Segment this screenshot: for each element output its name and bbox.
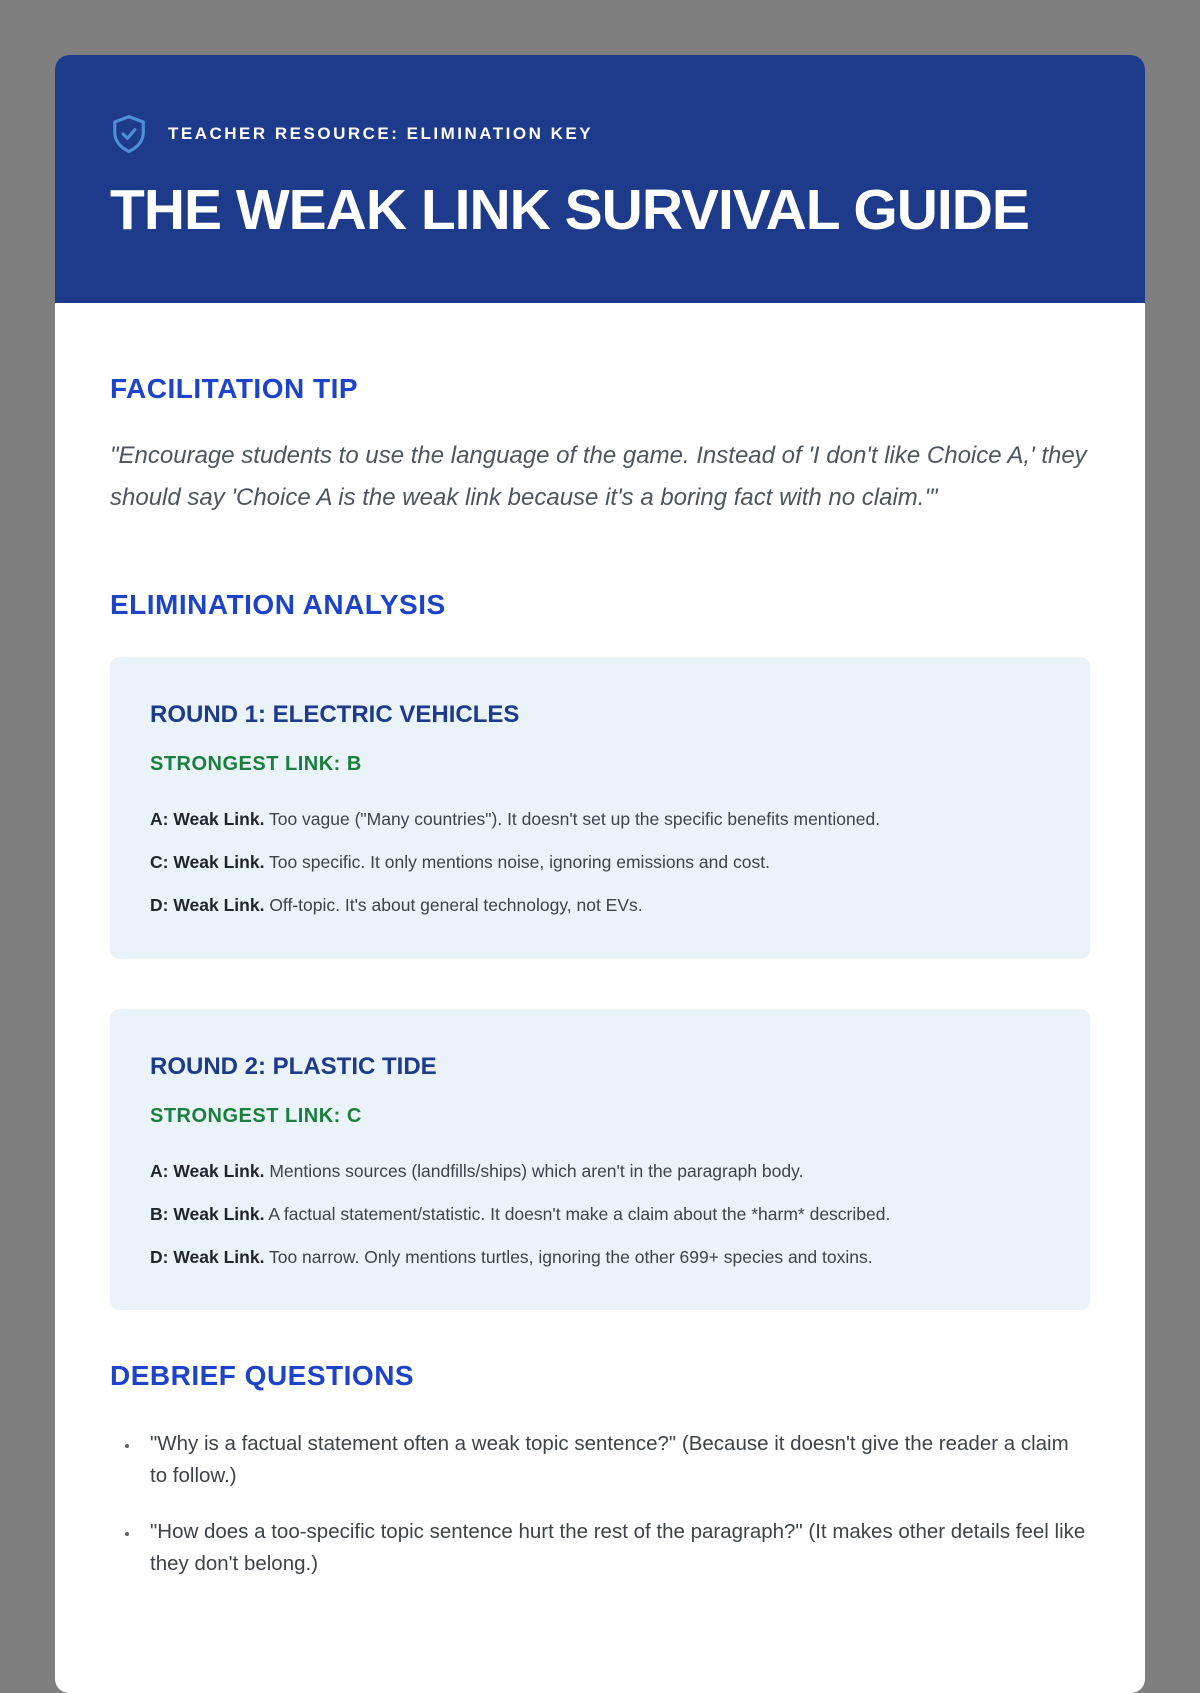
- round-2-title: ROUND 2: PLASTIC TIDE: [150, 1052, 437, 1080]
- weak-link-label: C: Weak Link.: [150, 852, 265, 873]
- round-2-strongest-link: STRONGEST LINK: C: [150, 1104, 362, 1127]
- weak-link-label: A: Weak Link.: [150, 808, 265, 829]
- debrief-list: [110, 1428, 1090, 1579]
- weak-link-label: B: Weak Link.: [150, 1203, 265, 1224]
- debrief-item: • "Why is a factual statement often a weak topic sentence?" (Because it doesn't give the reader a claim to follow.): [140, 1428, 1090, 1492]
- facilitation-tip-heading: FACILITATION TIP: [110, 372, 359, 404]
- weak-link-text: A factual statement/statistic. It doesn't make a claim about the *harm* described.: [268, 1203, 891, 1224]
- badge-row: [110, 113, 1090, 155]
- weak-link-text: Mentions sources (landfills/ships) which aren't in the paragraph body.: [269, 1160, 804, 1181]
- resource-card: [55, 55, 1145, 1693]
- debrief-item: • "How does a too-specific topic sentence hurt the rest of the paragraph?" (It makes other details feel like they don't belong.): [140, 1516, 1090, 1580]
- weak-link-item: [150, 1244, 1050, 1270]
- weak-link-item: [150, 806, 1050, 832]
- round-1-strongest-link: STRONGEST LINK: B: [150, 752, 362, 775]
- weak-link-text: Too narrow. Only mentions turtles, ignoring the other 699+ species and toxins.: [268, 1247, 873, 1268]
- shield-check-icon: [110, 113, 148, 155]
- weak-link-item: [150, 892, 1050, 918]
- resource-badge-label: TEACHER RESOURCE: ELIMINATION KEY: [168, 124, 594, 143]
- weak-link-text: Off-topic. It's about general technology, not EVs.: [269, 895, 643, 916]
- page-title: THE WEAK LINK SURVIVAL GUIDE: [110, 178, 1029, 242]
- round-card-2: [110, 1009, 1090, 1311]
- header-banner: [55, 55, 1145, 303]
- debrief-questions-heading: DEBRIEF QUESTIONS: [110, 1360, 415, 1392]
- weak-link-item: [150, 849, 1050, 875]
- weak-link-label: A: Weak Link.: [150, 1160, 265, 1181]
- facilitation-quote: "Encourage students to use the language of the game. Instead of 'I don't like Choice A,' they should say 'Choice A is the weak link because it's a boring fact with no claim.'": [110, 441, 1087, 511]
- weak-link-label: D: Weak Link.: [150, 895, 265, 916]
- weak-link-text: Too vague ("Many countries"). It doesn't set up the specific benefits mentioned.: [268, 808, 881, 829]
- weak-link-text: Too specific. It only mentions noise, ignoring emissions and cost.: [268, 852, 770, 873]
- weak-link-item: [150, 1158, 1050, 1184]
- round-1-title: ROUND 1: ELECTRIC VEHICLES: [150, 700, 520, 728]
- weak-link-label: D: Weak Link.: [150, 1247, 265, 1268]
- round-card-1: [110, 657, 1090, 959]
- elimination-analysis-heading: ELIMINATION ANALYSIS: [110, 588, 446, 620]
- weak-link-item: [150, 1201, 1050, 1227]
- content-area: [55, 303, 1145, 1693]
